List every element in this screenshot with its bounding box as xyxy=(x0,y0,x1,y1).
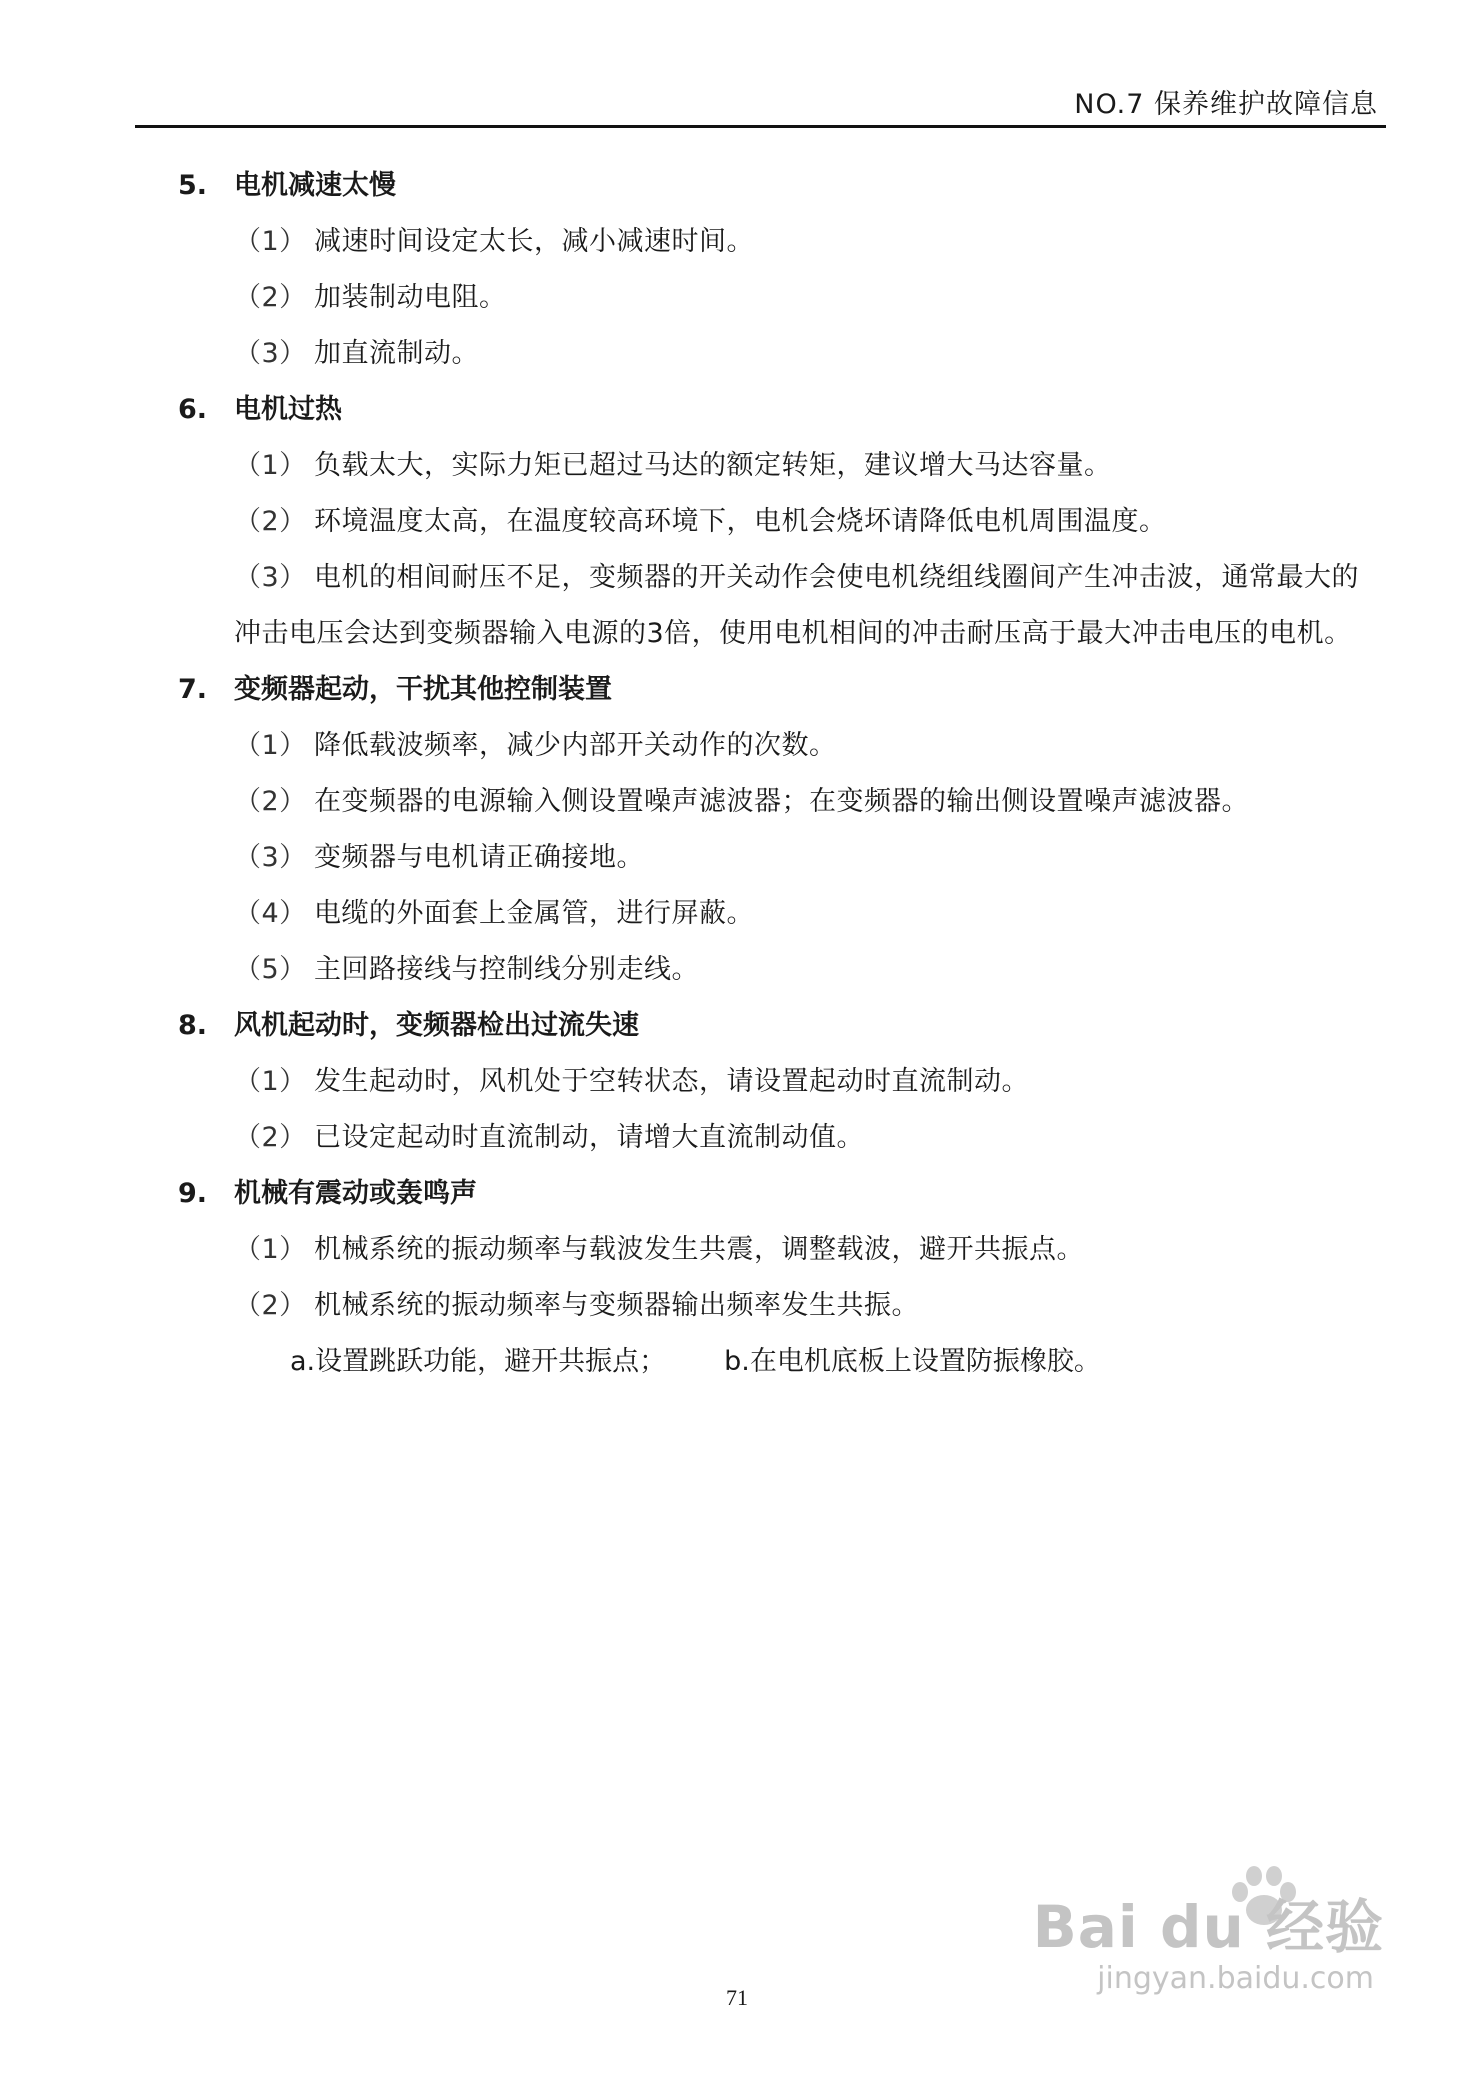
section-title xyxy=(178,998,1378,1054)
list-item xyxy=(234,774,1374,830)
header-rule xyxy=(135,125,1386,128)
list-item xyxy=(234,1054,1374,1110)
item-marker: （2） xyxy=(234,1290,307,1321)
item-text: 机械系统的振动频率与载波发生共震，调整载波，避开共振点。 xyxy=(314,1234,1084,1265)
item-text: 加直流制动。 xyxy=(314,338,479,369)
item-marker: （2） xyxy=(234,1122,307,1153)
section-title xyxy=(178,158,1378,214)
item-marker: （4） xyxy=(234,898,307,929)
section-number: 9. xyxy=(178,1178,208,1209)
list-item xyxy=(234,214,1374,270)
list-item xyxy=(234,326,1374,382)
item-text: 发生起动时，风机处于空转状态，请设置起动时直流制动。 xyxy=(314,1066,1029,1097)
list-item xyxy=(234,438,1374,494)
item-text: 变频器与电机请正确接地。 xyxy=(314,842,644,873)
list-item xyxy=(234,830,1374,886)
section-heading: 风机起动时，变频器检出过流失速 xyxy=(234,1010,639,1041)
section-title xyxy=(178,662,1378,718)
item-marker: （2） xyxy=(234,506,307,537)
item-marker: （1） xyxy=(234,226,307,257)
item-text: 主回路接线与控制线分别走线。 xyxy=(314,954,699,985)
document-body xyxy=(178,158,1378,1390)
section-number: 8. xyxy=(178,1010,208,1041)
header-title: NO.7 保养维护故障信息 xyxy=(1074,89,1378,120)
item-marker: （5） xyxy=(234,954,307,985)
watermark-url: jingyan.baidu.com xyxy=(1097,1961,1374,1996)
list-item xyxy=(234,1222,1374,1278)
item-text: 减速时间设定太长，减小减速时间。 xyxy=(314,226,754,257)
section-number: 6. xyxy=(178,394,208,425)
section-9 xyxy=(178,1166,1378,1390)
list-item xyxy=(234,942,1374,998)
section-title xyxy=(178,1166,1378,1222)
list-item xyxy=(234,1278,1374,1334)
item-marker: （1） xyxy=(234,450,307,481)
item-text: 已设定起动时直流制动，请增大直流制动值。 xyxy=(314,1122,864,1153)
item-marker: （3） xyxy=(234,842,307,873)
item-text: 电缆的外面套上金属管，进行屏蔽。 xyxy=(314,898,754,929)
item-marker: （1） xyxy=(234,730,307,761)
item-marker: （1） xyxy=(234,1066,307,1097)
section-5 xyxy=(178,158,1378,382)
item-marker: （2） xyxy=(234,282,307,313)
item-text: 加装制动电阻。 xyxy=(314,282,507,313)
section-heading: 变频器起动，干扰其他控制装置 xyxy=(234,674,612,705)
item-text: 负载太大，实际力矩已超过马达的额定转矩，建议增大马达容量。 xyxy=(314,450,1112,481)
item-text: 在变频器的电源输入侧设置噪声滤波器；在变频器的输出侧设置噪声滤波器。 xyxy=(314,786,1249,817)
watermark xyxy=(1033,1895,1384,1999)
section-number: 5. xyxy=(178,170,208,201)
section-8 xyxy=(178,998,1378,1166)
watermark-logo-text: Bai du 经验 xyxy=(1032,1893,1384,1961)
sub-item-b: b.在电机底板上设置防振橡胶。 xyxy=(724,1346,1101,1377)
item-marker: （3） xyxy=(234,338,307,369)
section-6 xyxy=(178,382,1378,662)
item-text: 降低载波频率，减少内部开关动作的次数。 xyxy=(314,730,837,761)
section-7 xyxy=(178,662,1378,998)
item-text: 电机的相间耐压不足，变频器的开关动作会使电机绕组线圈间产生冲击波，通常最大的冲击电压会达到变频器输入电源的3倍，使用电机相间的冲击耐压高于最大冲击电压的电机。 xyxy=(234,562,1359,649)
item-marker: （3） xyxy=(234,562,307,593)
section-title xyxy=(178,382,1378,438)
list-item xyxy=(234,550,1374,662)
section-heading: 机械有震动或轰鸣声 xyxy=(234,1178,477,1209)
item-text: 环境温度太高，在温度较高环境下，电机会烧坏请降低电机周围温度。 xyxy=(314,506,1167,537)
sub-item-a: a.设置跳跃功能，避开共振点； xyxy=(290,1346,667,1377)
section-heading: 电机过热 xyxy=(234,394,342,425)
list-item xyxy=(234,886,1374,942)
item-marker: （1） xyxy=(234,1234,307,1265)
list-item xyxy=(234,1110,1374,1166)
list-item xyxy=(234,718,1374,774)
item-marker: （2） xyxy=(234,786,307,817)
list-item xyxy=(234,270,1374,326)
page-number: 71 xyxy=(726,1985,748,2010)
sub-items xyxy=(290,1334,1378,1390)
list-item xyxy=(234,494,1374,550)
section-number: 7. xyxy=(178,674,208,705)
section-heading: 电机减速太慢 xyxy=(234,170,396,201)
item-text: 机械系统的振动频率与变频器输出频率发生共振。 xyxy=(314,1290,919,1321)
